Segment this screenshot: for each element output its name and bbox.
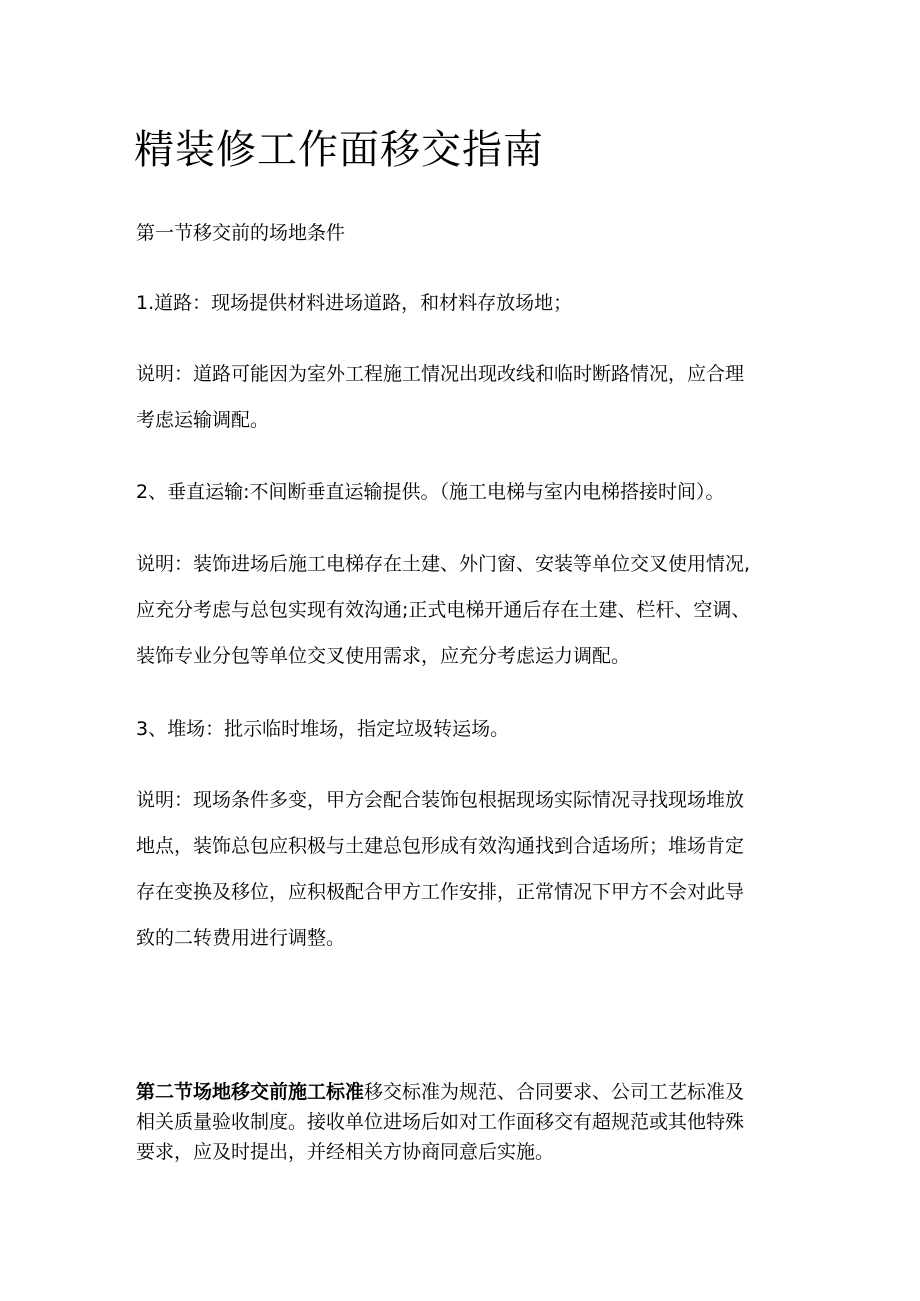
section1-note2 <box>136 541 816 679</box>
section2-line: 相关质量验收制度。接收单位进场后如对工作面移交有超规范或其他特殊 <box>136 1111 745 1133</box>
note3-line: 地点，装饰总包应积极与土建总包形成有效沟通找到合适场所；堆场肯定 <box>136 835 745 857</box>
document-title: 精装修工作面移交指南 <box>134 127 544 173</box>
note1-line: 考虑运输调配。 <box>136 409 270 431</box>
note2-line: 应充分考虑与总包实现有效沟通;正式电梯开通后存在土建、栏杆、空调、 <box>136 599 751 621</box>
note3-line: 致的二转费用进行调整。 <box>136 927 346 949</box>
section2-line: 要求，应及时提出，并经相关方协商同意后实施。 <box>136 1141 555 1163</box>
section2-paragraph <box>136 1077 816 1167</box>
section2-line1-text: 移交标准为规范、合同要求、公司工艺标准及 <box>364 1081 745 1103</box>
section1-note3 <box>136 777 816 961</box>
note2-line: 装饰专业分包等单位交叉使用需求，应充分考虑运力调配。 <box>136 645 631 667</box>
section1-item3: 3、堆场：批示临时堆场，指定垃圾转运场。 <box>136 718 510 740</box>
note1-line: 说明：道路可能因为室外工程施工情况出现改线和临时断路情况，应合理 <box>136 363 745 385</box>
section2-line <box>136 1077 816 1107</box>
section1-item2: 2、垂直运输:不间断垂直运输提供。（施工电梯与室内电梯搭接时间）。 <box>136 481 725 503</box>
section1-heading: 第一节移交前的场地条件 <box>136 222 346 244</box>
note2-line: 说明：装饰进场后施工电梯存在土建、外门窗、安装等单位交叉使用情况, <box>136 553 751 575</box>
note3-line: 说明：现场条件多变，甲方会配合装饰包根据现场实际情况寻找现场堆放 <box>136 789 745 811</box>
section1-item1: 1.道路：现场提供材料进场道路，和材料存放场地； <box>136 292 573 314</box>
section1-note1 <box>136 351 816 443</box>
note3-line: 存在变换及移位，应积极配合甲方工作安排，正常情况下甲方不会对此导 <box>136 881 745 903</box>
section2-heading: 第二节场地移交前施工标准 <box>136 1081 365 1103</box>
